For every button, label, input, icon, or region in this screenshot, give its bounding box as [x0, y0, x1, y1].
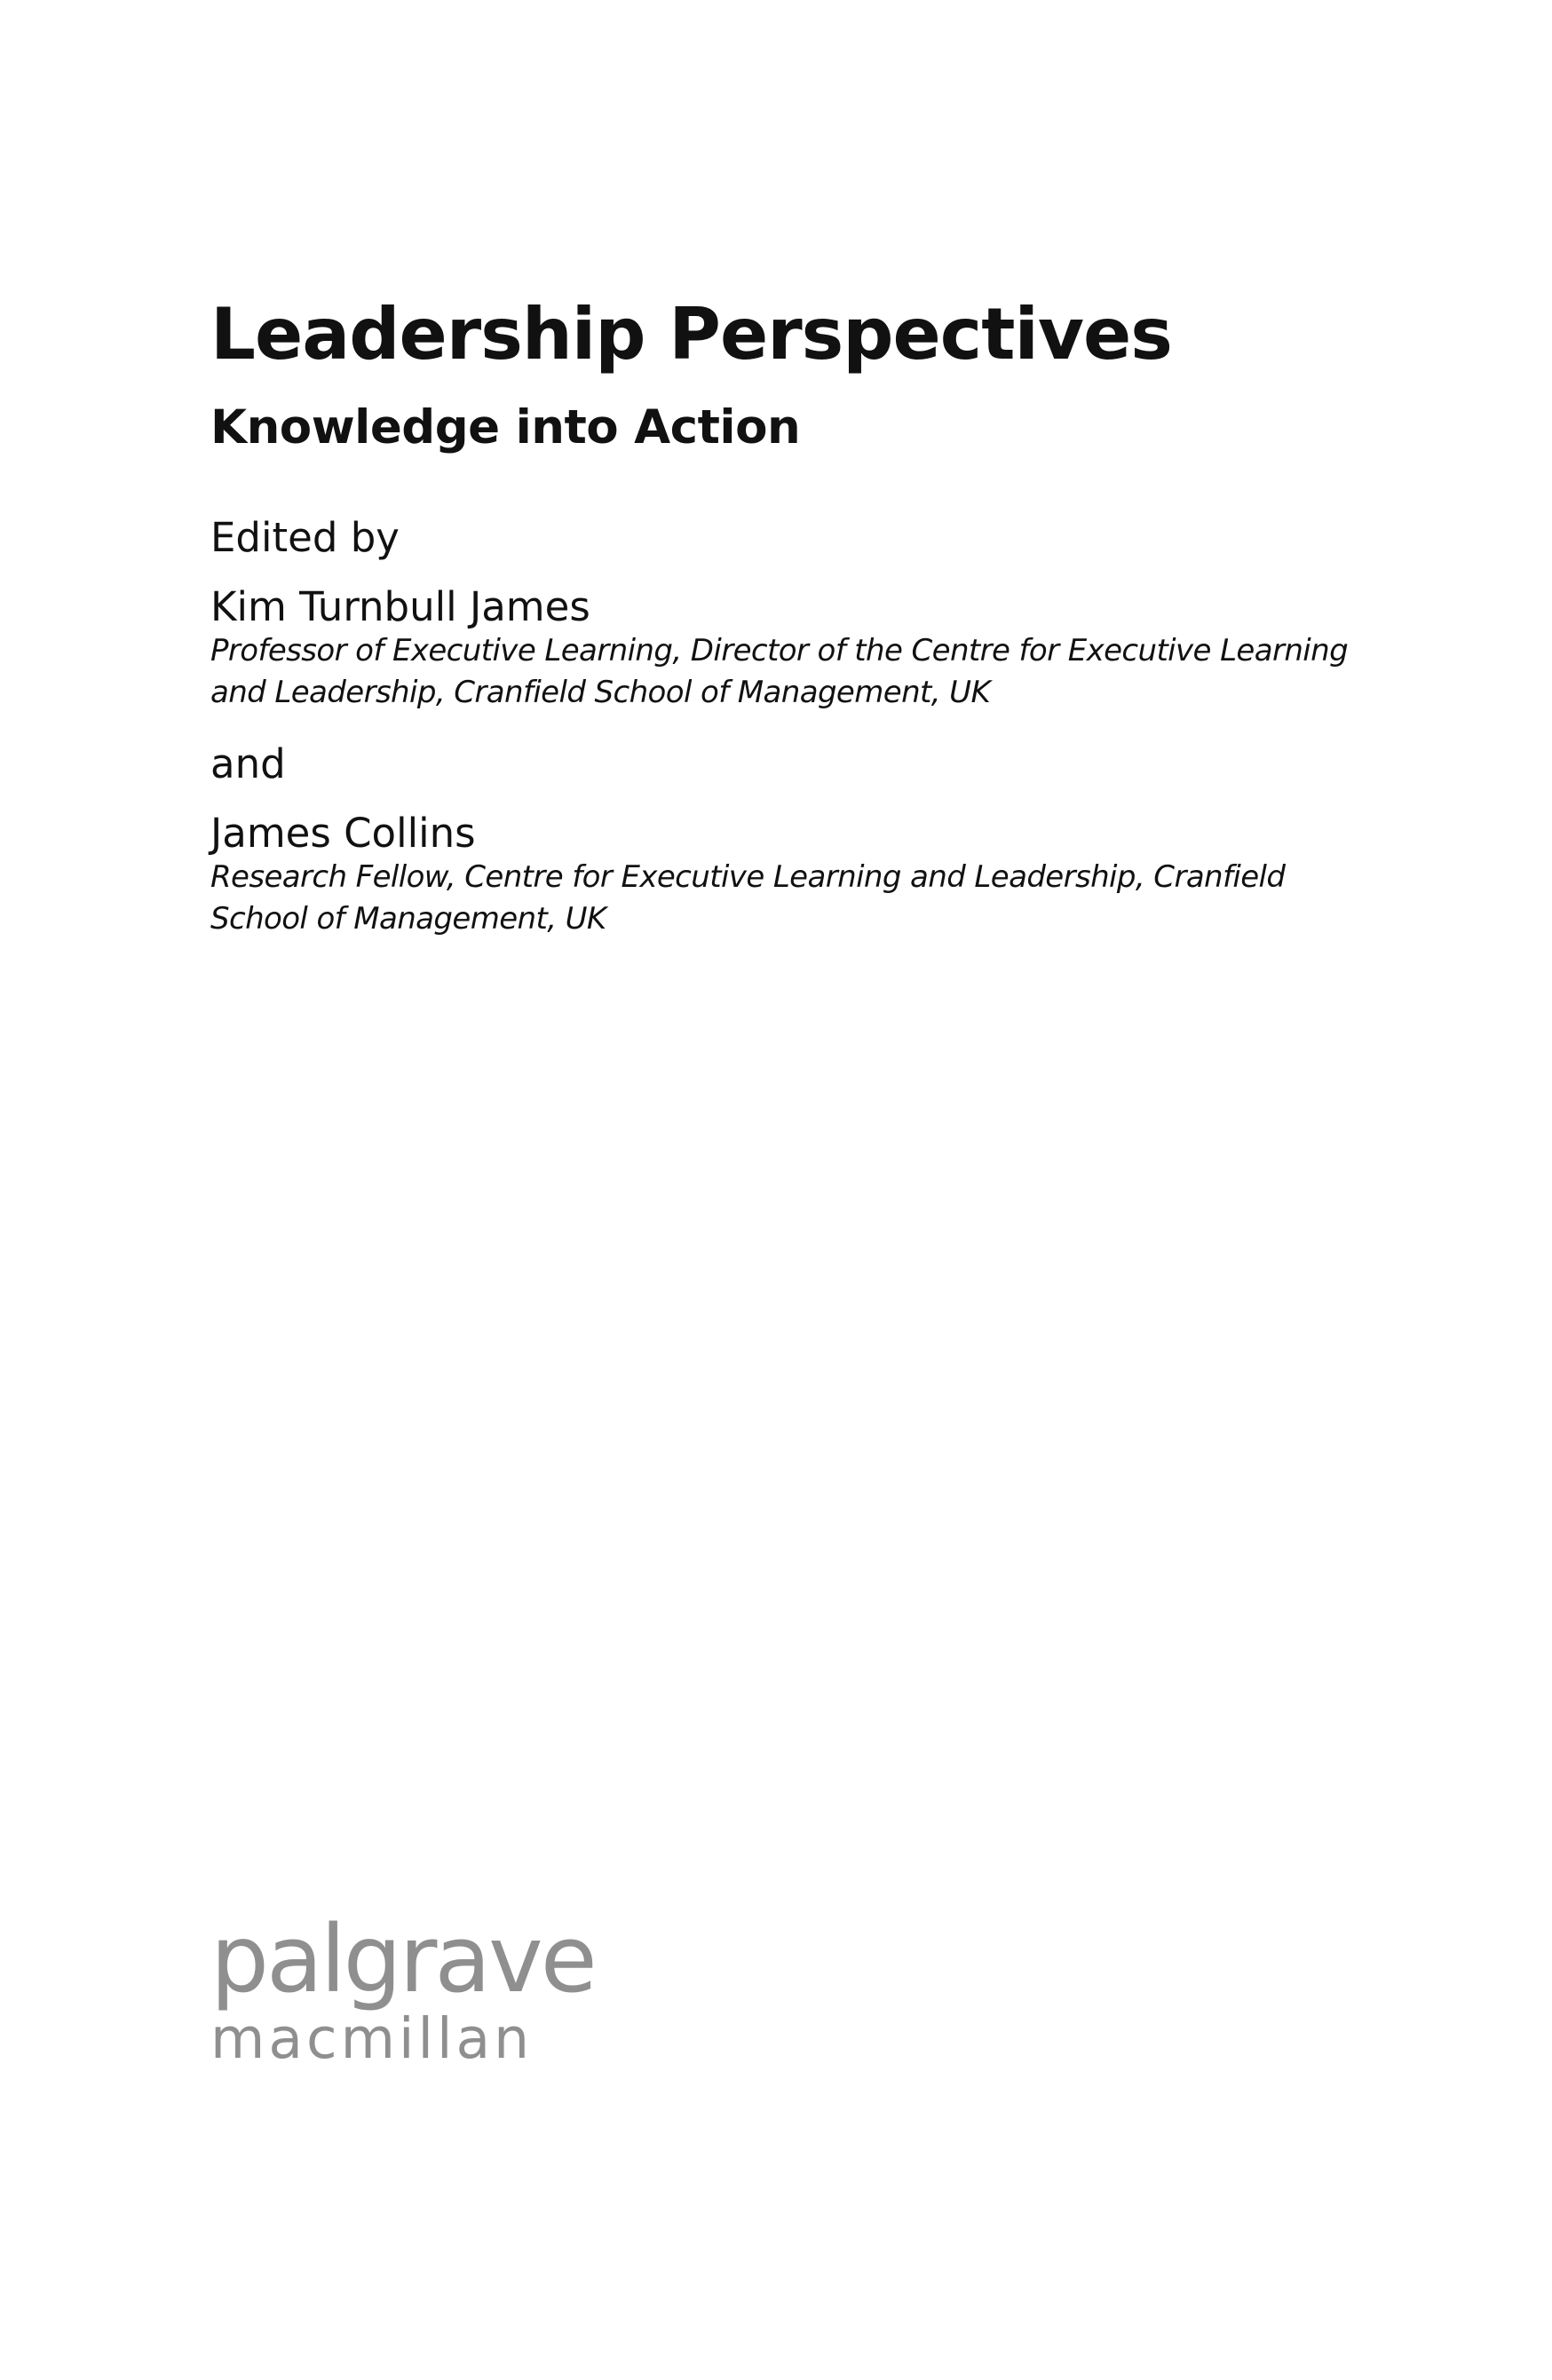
publisher-logo-line1: palgrave: [210, 1905, 595, 2013]
publisher-logo: [210, 1905, 595, 2071]
editor-affiliation-2: Research Fellow, Centre for Executive Learning and Leadership, Cranfield School of Management, UK: [210, 859, 1286, 937]
title-block: [210, 293, 1365, 940]
editor-name-1: Kim Turnbull James: [210, 582, 590, 630]
book-subtitle: Knowledge into Action: [210, 400, 801, 455]
edited-by-label: Edited by: [210, 514, 400, 562]
book-title: Leadership Perspectives: [210, 293, 1172, 376]
editor-name-2: James Collins: [210, 809, 476, 857]
publisher-logo-line2: macmillan: [210, 2006, 534, 2071]
editor-conjunction: and: [210, 740, 286, 788]
editor-affiliation-1: Professor of Executive Learning, Director of the Centre for Executive Learning and Leadership, Cranfield School of Management, UK: [210, 633, 1349, 711]
